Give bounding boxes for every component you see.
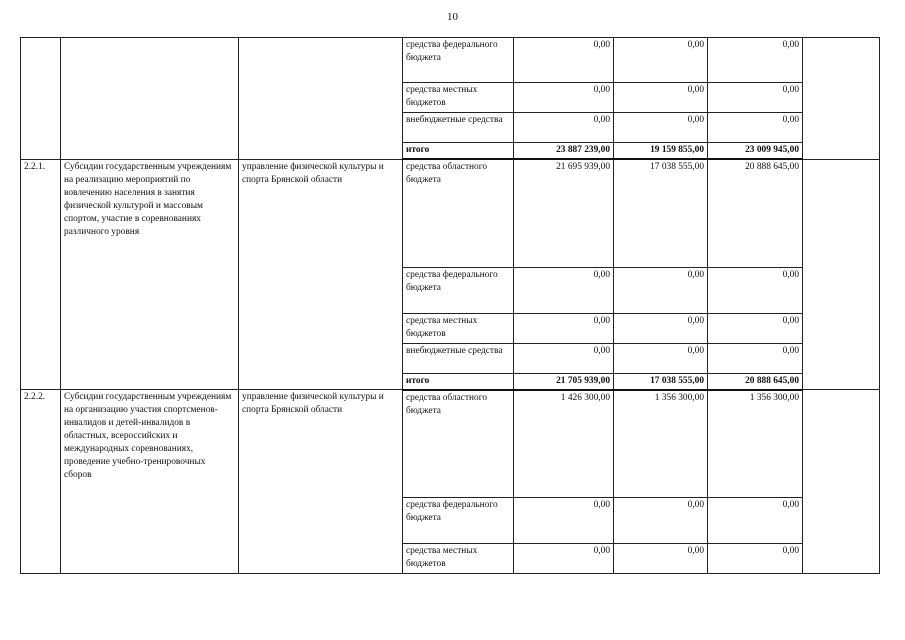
value-cell: 0,00 (614, 113, 708, 143)
source-cell: средства областного бюджета (403, 159, 514, 267)
value-cell: 0,00 (614, 38, 708, 83)
value-cell: 0,00 (708, 498, 803, 544)
value-cell: 0,00 (514, 113, 614, 143)
value-cell: 1 356 300,00 (708, 390, 803, 498)
source-cell: средства местных бюджетов (403, 83, 514, 113)
empty-cell (803, 38, 880, 160)
name-cell (61, 38, 239, 160)
item-executor: управление физической культуры и спорта Брянской области (239, 159, 403, 390)
value-cell: 0,00 (514, 544, 614, 574)
source-cell: внебюджетные средства (403, 343, 514, 373)
value-cell: 0,00 (614, 343, 708, 373)
value-cell: 0,00 (708, 544, 803, 574)
source-cell: средства местных бюджетов (403, 313, 514, 343)
value-cell: 0,00 (708, 113, 803, 143)
value-cell: 21 695 939,00 (514, 159, 614, 267)
value-cell: 20 888 645,00 (708, 159, 803, 267)
source-cell: внебюджетные средства (403, 113, 514, 143)
total-value: 17 038 555,00 (614, 373, 708, 390)
source-cell: средства федерального бюджета (403, 267, 514, 313)
total-label: итого (403, 373, 514, 390)
source-cell: средства федерального бюджета (403, 498, 514, 544)
table-row (21, 159, 880, 267)
executor-cell (239, 38, 403, 160)
total-value: 23 009 945,00 (708, 143, 803, 160)
total-label: итого (403, 143, 514, 160)
value-cell: 0,00 (708, 267, 803, 313)
value-cell: 0,00 (514, 38, 614, 83)
value-cell: 17 038 555,00 (614, 159, 708, 267)
total-value: 23 887 239,00 (514, 143, 614, 160)
item-code: 2.2.2. (21, 390, 61, 574)
total-value: 21 705 939,00 (514, 373, 614, 390)
item-name: Субсидии государственным учреждениям на организацию участия спортсменов-инвалидов и детей-инвалидов в областных, всероссийских и международных соревнованиях, проведение учебно-тренировочных сборов (61, 390, 239, 574)
value-cell: 0,00 (614, 267, 708, 313)
value-cell: 1 426 300,00 (514, 390, 614, 498)
value-cell: 1 356 300,00 (614, 390, 708, 498)
value-cell: 0,00 (708, 343, 803, 373)
empty-cell (803, 159, 880, 390)
value-cell: 0,00 (708, 38, 803, 83)
budget-table (20, 37, 880, 574)
value-cell: 0,00 (514, 83, 614, 113)
item-name: Субсидии государственным учреждениям на реализацию мероприятий по вовлечению населения в занятия физической культурой и массовым спортом, участие в соревнованиях различного уровня (61, 159, 239, 390)
source-cell: средства местных бюджетов (403, 544, 514, 574)
page-number: 10 (447, 11, 458, 23)
code-cell (21, 38, 61, 160)
value-cell: 0,00 (614, 313, 708, 343)
total-value: 20 888 645,00 (708, 373, 803, 390)
value-cell: 0,00 (514, 498, 614, 544)
total-value: 19 159 855,00 (614, 143, 708, 160)
table-row (21, 390, 880, 498)
value-cell: 0,00 (614, 498, 708, 544)
value-cell: 0,00 (614, 544, 708, 574)
value-cell: 0,00 (514, 343, 614, 373)
item-executor: управление физической культуры и спорта Брянской области (239, 390, 403, 574)
value-cell: 0,00 (614, 83, 708, 113)
empty-cell (803, 390, 880, 574)
value-cell: 0,00 (708, 83, 803, 113)
table-row (21, 38, 880, 83)
source-cell: средства федерального бюджета (403, 38, 514, 83)
value-cell: 0,00 (514, 267, 614, 313)
value-cell: 0,00 (514, 313, 614, 343)
value-cell: 0,00 (708, 313, 803, 343)
item-code: 2.2.1. (21, 159, 61, 390)
source-cell: средства областного бюджета (403, 390, 514, 498)
